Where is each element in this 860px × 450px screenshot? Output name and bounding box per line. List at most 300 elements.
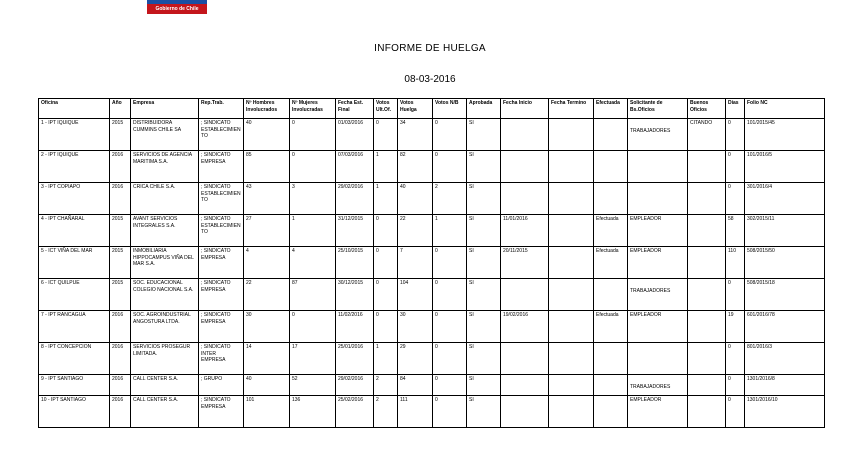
cell-text: 0 [435,344,438,350]
cell-text: 82 [400,152,406,158]
cell-text: 2016 [112,344,124,350]
cell-text: 25/01/2016 [338,344,364,350]
cell-text: TRABAJADORES [630,384,671,390]
cell-text: 0 [728,184,731,190]
cell-dias [726,119,745,151]
cell-text: 22 [400,216,406,222]
cell-nb [433,119,467,151]
cell-text: 0 [435,280,438,286]
cell-folio [745,396,825,428]
cell-text: 25/10/2015 [338,248,364,254]
cell-text: 0 [376,280,379,286]
cell-text: EMPLEADOR [630,248,662,254]
cell-solicitante [628,119,688,151]
cell-text: 1301/2016/10 [747,397,778,403]
cell-buenos [688,151,726,183]
cell-efectuada [594,396,628,428]
cell-text: 2 [376,376,379,382]
cell-text: 110 [728,248,736,254]
column-header: Votos N/B [433,99,467,119]
cell-fecha_est [336,151,374,183]
cell-text: SI [469,376,474,382]
cell-text: CALL CENTER S.A. [133,397,179,403]
column-header: Fecha Est. Final [336,99,374,119]
cell-efectuada [594,151,628,183]
cell-inicio [501,311,549,343]
cell-text: 1 [376,152,379,158]
cell-nb [433,396,467,428]
cell-huelga [398,183,433,215]
cell-dias [726,375,745,396]
cell-folio [745,215,825,247]
cell-text: 20/11/2015 [503,248,528,254]
cell-termino [549,215,594,247]
cell-aprobada [467,215,501,247]
cell-termino [549,247,594,279]
cell-fecha_est [336,396,374,428]
cell-text: 2016 [112,152,124,158]
cell-hombres [244,279,290,311]
cell-text: SI [469,184,474,190]
cell-inicio [501,396,549,428]
cell-oficina [39,151,110,183]
cell-aprobada [467,396,501,428]
cell-text: SI [469,248,474,254]
cell-dias [726,215,745,247]
column-header: Días [726,99,745,119]
cell-efectuada [594,279,628,311]
cell-termino [549,375,594,396]
table-body [39,119,825,428]
cell-oficina [39,375,110,396]
cell-text: ; SINDICATO EMPRESA [201,152,231,165]
cell-mujeres [290,183,336,215]
cell-ult_of [374,151,398,183]
cell-anio [110,151,131,183]
table-row [39,343,825,375]
cell-empresa [131,215,199,247]
cell-efectuada [594,183,628,215]
cell-inicio [501,343,549,375]
cell-text: 0 [376,248,379,254]
cell-dias [726,151,745,183]
cell-ult_of [374,279,398,311]
cell-text: 14 [246,344,252,350]
cell-folio [745,279,825,311]
cell-text: ; SINDICATO EMPRESA [201,280,231,293]
cell-nb [433,151,467,183]
cell-termino [549,183,594,215]
cell-rep [199,247,244,279]
cell-ult_of [374,375,398,396]
cell-text: 0 [292,312,295,318]
cell-text: 2015 [112,248,124,254]
cell-oficina [39,396,110,428]
column-header: Nº Mujeres Involucradas [290,99,336,119]
cell-empresa [131,396,199,428]
cell-inicio [501,215,549,247]
cell-folio [745,183,825,215]
cell-text: 0 [728,344,731,350]
cell-text: ; SINDICATO ESTABLECIMIENTO [201,216,241,235]
cell-empresa [131,375,199,396]
cell-oficina [39,343,110,375]
cell-solicitante [628,183,688,215]
cell-text: ; SINDICATO EMPRESA [201,312,231,325]
cell-hombres [244,343,290,375]
column-header: Oficina [39,99,110,119]
cell-text: 10 - IPT SANTIAGO [41,397,86,403]
cell-termino [549,279,594,311]
cell-anio [110,311,131,343]
table-row [39,279,825,311]
cell-rep [199,151,244,183]
cell-text: 30 [246,312,252,318]
cell-rep [199,311,244,343]
table-row [39,247,825,279]
cell-text: CRICA CHILE S.A. [133,184,176,190]
cell-efectuada [594,215,628,247]
cell-text: 31/12/2015 [338,216,364,222]
cell-text: 7 - IPT RANCAGUA [41,312,86,318]
cell-rep [199,215,244,247]
cell-text: 84 [400,376,406,382]
table-header-row [39,99,825,119]
cell-text: 40 [246,120,252,126]
cell-aprobada [467,311,501,343]
cell-text: 34 [400,120,406,126]
gobierno-logo [147,0,207,14]
cell-nb [433,183,467,215]
cell-buenos [688,119,726,151]
logo-stripe [147,0,207,4]
cell-text: 27 [246,216,252,222]
cell-ult_of [374,183,398,215]
cell-text: 101 [246,397,255,403]
cell-text: 2015 [112,216,124,222]
cell-text: 0 [728,280,731,286]
cell-rep [199,279,244,311]
cell-buenos [688,396,726,428]
cell-aprobada [467,119,501,151]
cell-text: INMOBILIARIA HIPPOCAMPUS VIÑA DEL MAR S.A. [133,248,194,267]
cell-nb [433,215,467,247]
cell-text: 101/2016/5 [747,152,773,158]
cell-text: 5 - ICT VIÑA DEL MAR [41,248,93,254]
cell-text: 11/01/2016 [503,216,528,222]
column-header: Aprobada [467,99,501,119]
cell-solicitante [628,343,688,375]
cell-text: 1301/2016/8 [747,376,775,382]
cell-solicitante [628,396,688,428]
cell-rep [199,183,244,215]
cell-nb [433,375,467,396]
cell-text: 1 [435,216,438,222]
cell-text: ; GRUPO [201,376,223,382]
column-header: Votos Ult.Of. [374,99,398,119]
cell-text: SI [469,280,474,286]
cell-dias [726,311,745,343]
cell-aprobada [467,375,501,396]
cell-text: DISTRIBUIDORA CUMMINS CHILE SA [133,120,182,133]
cell-text: 58 [728,216,734,222]
cell-fecha_est [336,119,374,151]
cell-fecha_est [336,343,374,375]
cell-hombres [244,311,290,343]
cell-efectuada [594,343,628,375]
cell-text: SERVICIOS PROSEGUR LIMITADA. [133,344,191,357]
cell-text: 0 [376,120,379,126]
cell-ult_of [374,247,398,279]
cell-ult_of [374,311,398,343]
cell-anio [110,215,131,247]
cell-text: ; SINDICATO EMPRESA [201,248,231,261]
cell-text: 25/02/2016 [338,397,364,403]
cell-text: 104 [400,280,409,286]
cell-dias [726,279,745,311]
cell-inicio [501,375,549,396]
cell-fecha_est [336,311,374,343]
cell-text: 101/2015/45 [747,120,775,126]
cell-text: 1 [292,216,295,222]
column-header: Efectuada [594,99,628,119]
cell-solicitante [628,375,688,396]
cell-empresa [131,343,199,375]
cell-text: 508/2015/50 [747,248,775,254]
column-header: Fecha Inicio [501,99,549,119]
cell-solicitante [628,151,688,183]
table-row [39,215,825,247]
cell-aprobada [467,151,501,183]
cell-anio [110,183,131,215]
cell-text: 3 - IPT COPIAPO [41,184,81,190]
cell-inicio [501,119,549,151]
cell-oficina [39,247,110,279]
cell-fecha_est [336,375,374,396]
cell-termino [549,396,594,428]
cell-hombres [244,183,290,215]
cell-nb [433,311,467,343]
cell-text: 111 [400,397,408,403]
cell-anio [110,343,131,375]
cell-text: 1 [376,344,379,350]
cell-text: 2 [376,397,379,403]
cell-mujeres [290,151,336,183]
cell-inicio [501,247,549,279]
cell-buenos [688,183,726,215]
cell-text: SI [469,120,474,126]
cell-nb [433,247,467,279]
cell-text: 30 [400,312,406,318]
cell-text: 0 [728,397,731,403]
cell-hombres [244,215,290,247]
cell-text: Efectuada [596,216,619,222]
cell-empresa [131,151,199,183]
table-row [39,151,825,183]
column-header: Buenos Oficios [688,99,726,119]
cell-aprobada [467,183,501,215]
cell-solicitante [628,215,688,247]
cell-nb [433,279,467,311]
cell-text: 01/03/2016 [338,120,364,126]
cell-fecha_est [336,279,374,311]
report-date: 08-03-2016 [404,74,456,85]
cell-text: SI [469,216,474,222]
cell-text: 136 [292,397,301,403]
cell-solicitante [628,247,688,279]
cell-text: 43 [246,184,252,190]
cell-rep [199,375,244,396]
cell-folio [745,375,825,396]
cell-solicitante [628,279,688,311]
cell-efectuada [594,311,628,343]
cell-hombres [244,151,290,183]
cell-inicio [501,183,549,215]
cell-text: AVANT SERVICIOS INTEGRALES S.A. [133,216,178,229]
table-row [39,119,825,151]
column-header: Folio NC [745,99,825,119]
cell-text: SI [469,312,474,318]
cell-huelga [398,119,433,151]
cell-text: 9 - IPT SANTIAGO [41,376,84,382]
cell-text: 30/12/2015 [338,280,364,286]
cell-text: 22 [246,280,252,286]
cell-text: 7 [400,248,403,254]
cell-text: 0 [376,216,379,222]
cell-oficina [39,279,110,311]
cell-text: 85 [246,152,252,158]
cell-fecha_est [336,215,374,247]
cell-termino [549,119,594,151]
column-header: Votos Huelga [398,99,433,119]
cell-text: SI [469,397,474,403]
cell-huelga [398,279,433,311]
cell-fecha_est [336,247,374,279]
cell-text: 4 - IPT CHAÑARAL [41,216,85,222]
cell-text: 3 [292,184,295,190]
cell-text: Efectuada [596,248,619,254]
cell-text: 0 [728,152,731,158]
cell-aprobada [467,279,501,311]
table-row [39,311,825,343]
cell-text: 4 [292,248,295,254]
cell-mujeres [290,375,336,396]
cell-mujeres [290,215,336,247]
cell-text: 17 [292,344,298,350]
cell-efectuada [594,119,628,151]
cell-empresa [131,119,199,151]
cell-text: EMPLEADOR [630,312,662,318]
table-row [39,183,825,215]
cell-text: 302/2015/11 [747,216,775,222]
cell-huelga [398,215,433,247]
cell-text: 0 [292,152,295,158]
cell-termino [549,151,594,183]
cell-text: EMPLEADOR [630,216,662,222]
cell-oficina [39,215,110,247]
column-header: Año [110,99,131,119]
cell-text: 0 [728,120,731,126]
cell-buenos [688,311,726,343]
cell-text: CALL CENTER S.A. [133,376,179,382]
cell-buenos [688,215,726,247]
logo-text: Gobierno de Chile [155,6,199,12]
cell-text: 801/2016/3 [747,344,773,350]
cell-mujeres [290,343,336,375]
cell-text: 4 [246,248,249,254]
cell-text: 508/2015/18 [747,280,775,286]
cell-text: TRABAJADORES [630,128,671,134]
cell-text: CITANDO [690,120,713,126]
cell-aprobada [467,247,501,279]
cell-text: 2016 [112,376,124,382]
cell-text: 2016 [112,184,124,190]
cell-fecha_est [336,183,374,215]
cell-solicitante [628,311,688,343]
cell-text: SOC. AGROINDUSTRIAL ANGOSTURA LTDA. [133,312,191,325]
cell-empresa [131,311,199,343]
cell-dias [726,396,745,428]
cell-text: 19/02/2016 [503,312,529,318]
cell-ult_of [374,343,398,375]
cell-ult_of [374,119,398,151]
cell-inicio [501,279,549,311]
cell-text: 29/02/2016 [338,376,364,382]
cell-text: 11/02/2016 [338,312,363,318]
cell-folio [745,311,825,343]
cell-text: ; SINDICATO EMPRESA [201,397,231,410]
cell-hombres [244,247,290,279]
cell-oficina [39,183,110,215]
cell-folio [745,247,825,279]
cell-text: TRABAJADORES [630,288,671,294]
cell-text: 0 [292,120,295,126]
cell-efectuada [594,375,628,396]
cell-text: 0 [376,312,379,318]
cell-huelga [398,151,433,183]
cell-anio [110,119,131,151]
cell-text: 2 [435,184,438,190]
cell-huelga [398,247,433,279]
cell-text: 52 [292,376,298,382]
cell-dias [726,247,745,279]
cell-text: 2016 [112,397,124,403]
cell-text: 19 [728,312,734,318]
cell-rep [199,119,244,151]
cell-efectuada [594,247,628,279]
cell-text: 0 [435,312,438,318]
cell-anio [110,247,131,279]
cell-text: 2015 [112,280,124,286]
cell-mujeres [290,119,336,151]
cell-huelga [398,396,433,428]
cell-text: 6 - ICT QUILPUE [41,280,80,286]
cell-mujeres [290,396,336,428]
cell-text: 2 - IPT IQUIQUE [41,152,79,158]
cell-folio [745,119,825,151]
cell-text: Efectuada [596,312,619,318]
cell-text: 0 [435,120,438,126]
cell-empresa [131,247,199,279]
cell-hombres [244,375,290,396]
cell-huelga [398,375,433,396]
cell-huelga [398,311,433,343]
cell-text: 40 [400,184,406,190]
cell-mujeres [290,311,336,343]
cell-text: 40 [246,376,252,382]
cell-aprobada [467,343,501,375]
table-row [39,375,825,396]
